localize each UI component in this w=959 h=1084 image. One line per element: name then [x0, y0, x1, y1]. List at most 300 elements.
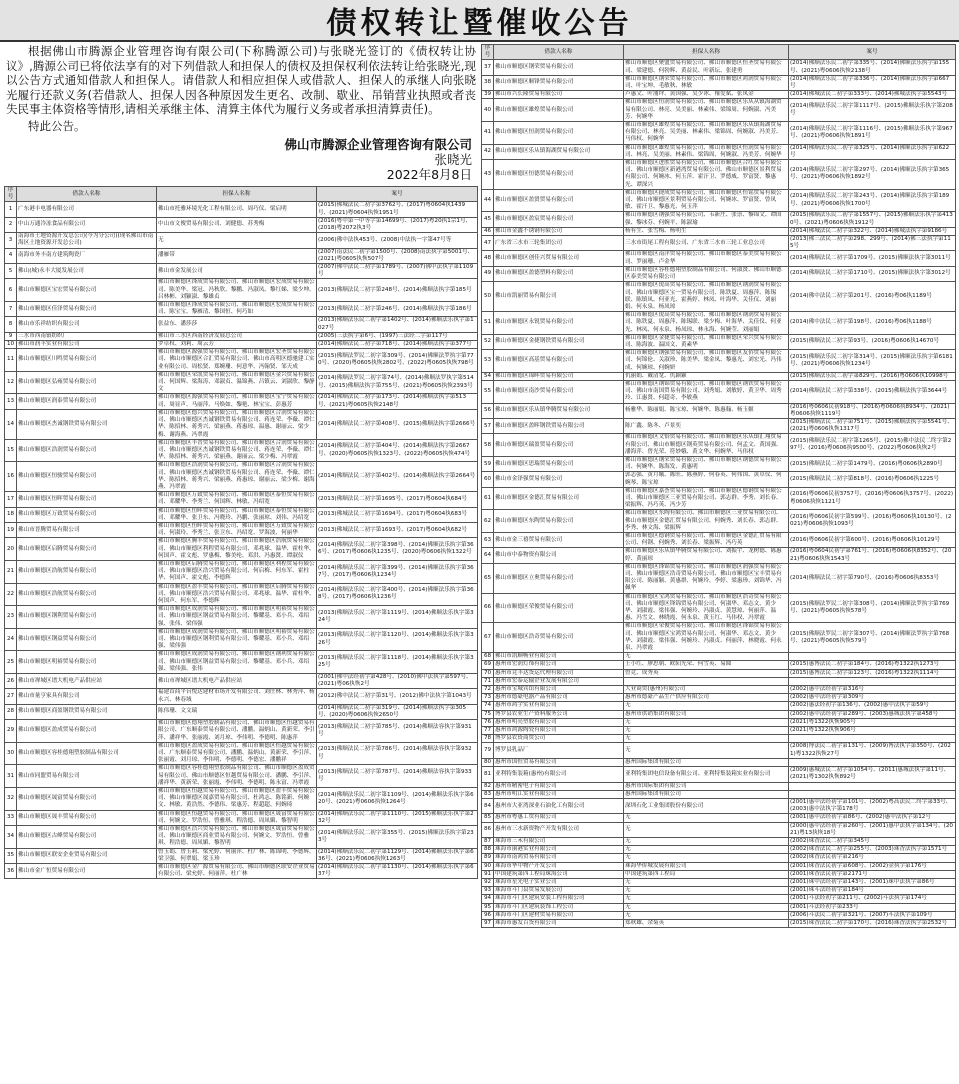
case-number: (2021)粤1322执恢905号 [789, 718, 956, 726]
case-number: (2015)佛顺法罗民二初字第307号、(2014)佛顺法罗执字第768号、(2021)粤0605执恢579号 [789, 623, 956, 653]
borrower-name: 惠州市大亚湾深业石油化工有限公司 [494, 798, 624, 813]
table-row [482, 887, 956, 895]
table-row [482, 653, 956, 661]
row-number: 47 [482, 236, 494, 251]
borrower-name: 博罗县农资商贸公司 [494, 735, 624, 743]
borrower-name: 佛山市金泽强贸易有限公司 [494, 472, 624, 487]
row-number: 5 [5, 264, 17, 279]
right-column [481, 44, 956, 1080]
borrower-name: 佛山市顺德区万致贸易有限公司 [17, 507, 157, 522]
row-number: 26 [5, 674, 17, 689]
case-number: (2014)佛顺法乐民二初字第297号、(2014)佛顺法乐执字第365号、(2021)粤0606执恢1892号 [789, 160, 956, 190]
table-row [482, 677, 956, 685]
table-row [482, 822, 956, 837]
case-number [789, 677, 956, 685]
case-number: (2008)博法民二初字第131号、(2009)博法执字第350号、(2021)粤1322执恢27号 [789, 743, 956, 758]
guarantor-names: 佛山市金发展公司 [157, 264, 317, 279]
row-number: 69 [482, 661, 494, 669]
guarantor-names: 无 [624, 653, 789, 661]
borrower-name: 佛山市量亨家具有限公司 [17, 689, 157, 704]
borrower-name: 佛山市顺德区弘雍贸易有限公司 [17, 371, 157, 394]
table-row [482, 122, 956, 145]
borrower-name: 珠海市斗门县贸易发展公司 [494, 887, 624, 895]
borrower-name: 广东省三水市三轮集团公司 [494, 236, 624, 251]
case-number: (2009)惠城法民二初字第1054号、(2011)惠城法执字第11号、(2021)粤1302执恢892号 [789, 767, 956, 782]
case-number: (2016)粤0606民初3757号、(2016)粤0606执3757号、(2022)粤0606执恢1121号 [789, 487, 956, 510]
case-number: (2014)佛顺法民二初字第408号、(2015)佛顺法执字第2666号 [317, 409, 478, 439]
guarantor-names: 杨有生、张雪梅、杨明生 [624, 227, 789, 235]
guarantor-names: 郑秋雄、余菊英 [624, 919, 789, 927]
table-row [482, 686, 956, 694]
case-number: (2015)佛顺法乐民二初字第314号、(2015)佛顺法乐执字第6181号、(2021)粤0606执恢1234号 [789, 350, 956, 373]
case-number: (2014)佛顺法民二初字第1710号、(2015)佛顺法执字第3012号 [789, 266, 956, 281]
case-number: (2014)佛顺法乐民二初字第1110号、(2015)佛顺法乐执字第232号 [317, 810, 478, 825]
borrower-name: 中国建筑第四工程局珠海公司 [494, 870, 624, 878]
guarantor-names: 佛山市顺德区进胜贸易有限公司、佛山市顺德区合红贸易有限公司、佛山市顺德区新港湾贸易有限公司、佛山市顺德区景利贸易有限公司、何婉冰、何玉萍、霍汗卫、罗德威、罗富贤、黎惠光、谭深兴 [624, 160, 789, 190]
row-number: 45 [482, 212, 494, 227]
borrower-name: 佛山市顺德区金德汇贸易有限公司 [494, 487, 624, 510]
guarantor-names: 仇丽娟、戴清宽、仇颖颖 [624, 372, 789, 380]
case-number: (2002)珠香法民二初字第255号、(2003)珠香法执字第1571号 [789, 846, 956, 854]
case-number: (2016)粤0606民初字第599号、(2016)粤0606执10130号、(2021)粤0606执恢1093号 [789, 510, 956, 533]
case-number: (2000)惠中法经初字第260号、(2001)惠中法执字第134号、(2021)粤13执恢18号 [789, 822, 956, 837]
row-number: 9 [5, 332, 17, 340]
row-number: 90 [482, 862, 494, 870]
row-number: 67 [482, 623, 494, 653]
header-no: 序号 [5, 187, 17, 202]
guarantor-names: 佛山市顺德区成润贸易有限公司、佛山市顺德区钢利贸易有限公司、佛山市顺德区钢益贸易有限公司、黎耀基、邓小兵、邓绍强、梁伟强、张伟 [158, 651, 315, 672]
guarantor-names: 珠海华侨城发展有限公司 [624, 862, 789, 870]
borrower-name: 佛山市顺德区立奥贸易有限公司 [494, 563, 624, 593]
case-number: (2014)佛顺法乐民二初字第355号、(2015)佛顺法乐执字第233号 [317, 826, 478, 849]
guarantor-names: 惠州市供销集团有限公司 [624, 710, 789, 718]
table-row [5, 409, 478, 439]
row-number: 15 [5, 439, 17, 462]
table-row [482, 743, 956, 758]
guarantor-names: 佛山市顺德区源强贸易有限公司、佛山市顺德区宝宁贸易有限公司、周显声、马丽萍、马焕如、黎艳、林宝宝、彭惠芳 [158, 394, 315, 408]
borrower-name: 佛山市顺德区盈晖钢铁贸易有限公司 [494, 418, 624, 433]
case-number: (2015)佛顺法罗民二初字第309号、(2014)佛顺法罗执字第770号、(2020)粤0605执恢2802号、(2022)粤0605执恢798号 [317, 349, 478, 372]
row-number: 74 [482, 702, 494, 710]
table-row [482, 718, 956, 726]
row-number: 38 [482, 75, 494, 90]
case-number: (2001)珠香法民初字第608号、(2002)金执字第176号 [789, 862, 956, 870]
borrower-name: 佛山市顺德区永锐贸易有限公司 [494, 312, 624, 335]
table-row [482, 236, 956, 251]
row-number: 39 [482, 91, 494, 99]
table-row [5, 606, 478, 629]
borrower-name: 惠州市精密电子有限公司 [494, 782, 624, 790]
borrower-name: 佛山市顺德区南沙贸易有限公司 [494, 380, 624, 403]
row-number: 57 [482, 418, 494, 433]
case-number: (2014)佛顺法民二初字第402号、(2014)佛顺法执字第2664号 [317, 462, 478, 492]
borrower-name: 博罗县农业生产资料服务公司 [494, 710, 624, 718]
header-case: 案号 [789, 45, 956, 60]
table-row [5, 538, 478, 561]
case-number: (2014)佛顺法罗民二初字第74号、(2014)佛顺法罗执字第514号、(2015)佛顺法执字第755号、(2021)粤0605执恢2393号 [317, 371, 478, 394]
guarantor-names: 佛山市顺德区钢锦贸易有限公司、佛山市顺德区钢铁贸易有限公司、佛山市南国贸易有限公司、刘秀娟、刘敏婷、黄卫华、周秀玲、江惠贤、何超奇、李敏燕 [624, 380, 789, 403]
table-row [482, 334, 956, 349]
table-row [482, 312, 956, 335]
signature-person: 张晓光 [434, 152, 472, 167]
row-number: 97 [482, 919, 494, 927]
case-number: (2014)佛顺法民二初字第319号、(2014)佛顺法执字第305号、(2020)粤0606执恢2650号 [317, 704, 478, 719]
case-number: (2014)佛顺法乐民二初字第1117号、(2015)佛顺法乐执字第208号 [789, 99, 956, 122]
case-number: (2014)佛顺法乐民二初字第335号、(2014)佛顺法乐执字第155号、(2021)粤0606执恢2138号 [789, 60, 956, 75]
row-number: 20 [5, 538, 17, 561]
row-number: 29 [5, 720, 17, 743]
table-row [5, 317, 478, 332]
header-borrower: 借款人名称 [494, 45, 624, 60]
borrower-name: 惠州市德豪电器产品有限公司 [494, 694, 624, 702]
case-number: (2014)佛城法民二初字第322号、(2014)佛城法执字第9186号 [789, 227, 956, 235]
table-row [482, 91, 956, 99]
case-number: (2002)惠中法经初字第309号 [789, 694, 956, 702]
row-number: 83 [482, 790, 494, 798]
guarantor-names: 佛山市顺德区德翔塑胶制品有限公司、佛山市顺德区恒越贸易有限公司、广东顺泰贸易有限公司、潘鹏、温炳山、黄新荣、李引萍、潘祥华、张丽霞、刘月琼、李伟明、李德明、陈惠萍 [158, 720, 315, 741]
row-number: 73 [482, 694, 494, 702]
row-number: 43 [482, 160, 494, 190]
table-row [482, 350, 956, 373]
borrower-name: 珠海市华中物产开发公司 [494, 862, 624, 870]
guarantor-names: 佛山市顺德区聚盟贸易有限公司、佛山市顺德区恒圣贸易有限公司、梁建德、何勃辉、黄益民、叶新坛、张建勇 [624, 60, 789, 75]
borrower-name: 佛山市顺德区明裕贸易有限公司 [17, 651, 157, 674]
row-number: 24 [5, 628, 17, 651]
borrower-name: 佛山市顺德区锦晖贸易有限公司 [494, 372, 624, 380]
case-number [789, 790, 956, 798]
borrower-name: 佛山市禅城区谱大机电产品供应站 [17, 674, 157, 689]
left-table [4, 186, 478, 879]
row-number: 76 [482, 718, 494, 726]
guarantor-names: 三水市街尾工程有限公司、广东省三水市三轮工业总公司 [624, 236, 789, 251]
row-number: 62 [482, 510, 494, 533]
table-row [5, 689, 478, 704]
borrower-name: 惠州市明亮塑胶有限公司 [494, 718, 624, 726]
table-row [482, 623, 956, 653]
case-number: (2015)惠博法民二初字第123号、(2016)粤1322执1114号 [789, 669, 956, 677]
row-number: 37 [482, 60, 494, 75]
row-number: 4 [5, 248, 17, 263]
case-number: (2015)佛顺法民二初字第1479号、(2016)粤0606执2890号 [789, 456, 956, 471]
borrower-name: 佛山市顺德区容桂德翔塑胶制品有限公司 [17, 742, 157, 765]
case-number: (2014)佛顺法乐民二初字第400号、(2014)佛顺法乐执字第368号、(2017)粤0606执1236号 [317, 583, 478, 606]
table-row [5, 349, 478, 372]
borrower-name: 珠海市斗门区建筑装饰工程公司 [494, 903, 624, 911]
table-row [5, 264, 478, 279]
signature-company: 佛山市腾源企业管理咨询有限公司 [284, 137, 472, 152]
case-number: (2014)佛中法民二初字第198号、(2016)粤06执1188号 [789, 312, 956, 335]
case-number: (2015)佛顺法乐民二初字第829号、(2016)粤0606执10998号 [789, 372, 956, 380]
borrower-name: 惠州市国恒贸易有限公司 [494, 758, 624, 766]
case-number: (2014)佛顺法民二初字第1709号、(2015)佛顺法执字第3011号 [789, 251, 956, 266]
header-no: 序号 [482, 45, 494, 60]
table-row [5, 394, 478, 409]
borrower-name: 南海市务丰南方建筑陶瓷厂 [17, 248, 157, 263]
borrower-name: 广东港丰电器有限公司 [17, 202, 157, 217]
row-number: 80 [482, 758, 494, 766]
table-row [5, 507, 478, 522]
notice-paragraph: 根据佛山市腾源企业管理咨询有限公司(下称腾源公司)与张晓光签订的《债权转让协议》,腾源公司已将依法享有的对下列借款人和担保人的债权及担保权利依法转让给张晓光,现以公告方式通知借款人和担保人。请借款人和相应担保人或借款人、担保人的承继人向张晓光履行还款义务(若借款人、担保人因各种原因发生更名、改制、歇业、吊销营业执照或者丧失民事主体资格等情形,请相关承继主体、清算主体代为履行义务或者承担清算责任)。 [6, 44, 476, 116]
table-row [5, 217, 478, 232]
table-row [482, 533, 956, 548]
row-number: 49 [482, 266, 494, 281]
row-number: 60 [482, 472, 494, 487]
borrower-name: 佛山市顺德区恒润贸易有限公司 [494, 122, 624, 145]
row-number: 66 [482, 593, 494, 623]
row-number: 54 [482, 372, 494, 380]
borrower-name: 佛山市顺德区川鸣贸易有限公司 [17, 349, 157, 372]
table-row [482, 846, 956, 854]
guarantor-names: 佛山市顺德区恒越贸易有限公司、佛山市顺德区盈丰贸易有限公司、佛山市顺德区晟嘉贸易有限公司、杜鸿志、陈铭新、何婉文、林敏、黄浩然、李德伟、梁惠芳、程超超、何婉琦 [158, 788, 315, 809]
guarantor-names: 佛山市顺德区东陶有限公司、佛山市顺德区三亚贸易有限公司、佛山市顺德区金德汇贸易有限公司、何婉秀、刘长春、郭志群、李秀、林文海、梁振辉 [624, 510, 789, 533]
case-number: (2015)佛顺法民二初字第93号、(2016)粤0606执14670号 [789, 334, 956, 349]
row-number: 7 [5, 302, 17, 317]
guarantor-names: 佛山市顺德区锋锦贸易有限公司、佛山市顺德区润强贸易有限公司、佛山市顺德区浩奇贸易有限公司、佛山市顺德区宝丰贸易有限公司、陈丽颖、黄惠群、何婉玲、李婷、梁惠珍、刘锦华、冯佩华 [624, 563, 789, 593]
borrower-name: 惠州市宏润灯饰有限公司 [494, 661, 624, 669]
guarantor-names: 惠州市德豪产品生产供应有限公司 [624, 694, 789, 702]
row-number: 33 [5, 810, 17, 825]
guarantor-names: 深圳石化工业集团股份有限公司 [624, 798, 789, 813]
table-row [482, 694, 956, 702]
row-number: 18 [5, 507, 17, 522]
guarantor-names: 无 [624, 878, 789, 886]
guarantor-names: 佛山市禅城区谱大机电产品供应站 [157, 674, 317, 689]
guarantor-names: 无 [624, 911, 789, 919]
table-row [5, 864, 478, 879]
borrower-name: 佛山市顺德区瑞盈贸易有限公司 [494, 434, 624, 457]
borrower-name: 佛山市乐祥纺织有限公司 [17, 317, 157, 332]
case-number: (2016)粤0606民初字第600号、(2016)粤0606执10129号 [789, 533, 956, 548]
borrower-name: 佛山市凯顺畅业有限公司 [494, 653, 624, 661]
case-number: (2021)粤1322执恢906号 [789, 727, 956, 735]
guarantor-names [624, 677, 789, 685]
row-number: 16 [5, 462, 17, 492]
table-row [5, 826, 478, 849]
guarantor-names: 无 [624, 718, 789, 726]
guarantor-names: 佛山市顺德区源强贸易有限公司、佛山市顺德区宏圣贸易有限公司、佛山市顺德区合汇贸易有限公司、佛山市高明区德驰建工实业有限公司、周松贤、郑婉珊、何意华、冯翰贤、邹天成 [158, 349, 315, 370]
table-row [5, 371, 478, 394]
table-row [482, 862, 956, 870]
table-row [482, 472, 956, 487]
guarantor-names: 无 [624, 702, 789, 710]
case-number: (2014)佛顺法民二初字第718号、(2014)佛顺法执字第377号 [317, 341, 478, 349]
table-row [482, 227, 956, 235]
guarantor-names: 佛山市顺德区锐高贸易有限公司、佛山市顺德区钢润贸易有限公司、佛山市顺德区宝一贸易有限公司、陈铁夏、周惠萍、陈锡联、陈镇凤、何亚光、霍燕婷、林凤、叶海华、关佳仪、刘丽娟、何永泉、杨凤琼 [624, 282, 789, 312]
table-row [482, 60, 956, 75]
table-row [5, 583, 478, 606]
guarantor-names: 佛山市顺德区浩兴贸易有限公司、佛山市顺德区晟富贸易有限公司、佛山市顺德区商业贸易有限公司、何婉文、罗浩恒、曾雅琪、程浩德、周凤媚、黎智明 [158, 826, 315, 847]
row-number: 68 [482, 653, 494, 661]
table-row [482, 790, 956, 798]
guarantor-names: 佛山市顺德区宝鸿贸易有限公司、佛山市顺德区浩奇贸易有限公司、佛山市顺德区锋锦贸易有限公司、何淑华、邓志文、黄少华、刘淑霞、梁伟强、何婉玲、冯淑贞、黄慧琼、何丽萍、温惠、冯雪文、林晓霞、何永泉、黄玉红、马伟权、冯翠霞 [624, 593, 789, 623]
guarantor-names: 佛山市顺德区锐高贸易有限公司、佛山市顺德区钢润贸易有限公司、陈铁夏、周惠萍、陈锡联、梁少梅、叶海华、关佳仪、何亚光、林凤、何永泉、杨凤琼、林永海、何婉莹、刘丽娟 [624, 312, 789, 335]
case-number: (2014)佛顺法民二初字第790号、(2016)粤0606执8353号 [789, 563, 956, 593]
borrower-name: 惠州市鸿源陶瓷有限公司 [494, 727, 624, 735]
guarantor-names: 佛山市顺德区钢荣贸易有限公司、佛山市顺德区钢德贸易有限公司、何婉华、陈海发、黄惠明 [624, 456, 789, 471]
row-number: 96 [482, 911, 494, 919]
borrower-name: 佛山市顺德区古峰贸易有限公司 [17, 826, 157, 849]
borrower-name: 惠州市三水新资物产开发有限公司 [494, 822, 624, 837]
case-number: (2007)南法民二初字第1500号、(2008)南法执字第5001号、(2021)粤0605执恢507号 [317, 248, 478, 263]
case-number: (2001)珠中法经初字第143号、(2001)珠中法执字第86号 [789, 878, 956, 886]
case-number: (2001)珠香法民初字第2171号 [789, 870, 956, 878]
table-row [5, 742, 478, 765]
borrower-name: 佛山市顺德区乐从镇华腾贸易有限公司 [494, 403, 624, 418]
borrower-name: 佛山市凯丽贸易有限公司 [494, 282, 624, 312]
borrower-name: 佛山市同盟贸易有限公司 [17, 765, 157, 788]
guarantor-names: 惠州市国际集团有限公司 [624, 782, 789, 790]
guarantor-names: 佛山市顺德区恒晖贸易有限公司、佛山市顺德区万致贸易有限公司、何淑玲、李秀兰、张卫东、冯绍宽、罗海波、何丽华 [158, 522, 315, 537]
guarantor-names: 陈伟珊、文文瑞 [157, 704, 317, 719]
guarantor-names: 佛山市顺德区浩润贸易有限公司、佛山市顺德区合润贸易有限公司、佛山市顺德区杰诚钢铁贸易有限公司、蒋连荣、李薇、谭仁华、陈招林、蒋秀兴、梁丽燕、蒋惠琼、谢丽云、梁少梅、谢海燕、冯翠霞 [158, 462, 315, 490]
borrower-name: 佛山市金三禧贸易有限公司 [494, 533, 624, 548]
borrower-name: 佛山市顺德区荣俊贸易有限公司 [494, 593, 624, 623]
row-number: 71 [482, 677, 494, 685]
guarantor-names: 佛山市托雅环境光化工程有限公司、周巧仪、梁启明 [157, 202, 317, 217]
borrower-name: 博罗县乳品厂 [494, 743, 624, 758]
row-number: 34 [5, 826, 17, 849]
guarantor-names: 无 [157, 233, 317, 248]
guarantor-names: 佛山市顺德区容桂德翔塑胶制品有限公司、何淑贤、佛山市顺德区泰美贸易有限公司 [624, 266, 789, 281]
borrower-name: 佛山市顺德区恒晖贸易有限公司 [17, 492, 157, 507]
case-number: (2015)珠香法民二初字第170号、(2016)珠香法执字第2532号 [789, 919, 956, 927]
borrower-name: 珠海市三禾有限公司 [494, 837, 624, 845]
row-number: 81 [482, 767, 494, 782]
case-number: (2015)佛城法民二初字第3762号、(2017)粤0604执1439号、(2021)粤0604执恢1951号 [317, 202, 478, 217]
case-number [789, 758, 956, 766]
case-number: (2013)佛顺法民二初字第786号、(2014)佛顺法容执字第932号 [317, 742, 478, 765]
row-number: 51 [482, 312, 494, 335]
guarantor-names: 佛山市顺德区成润贸易有限公司、佛山市顺德区明裕贸易有限公司、佛山市顺德区钢利贸易有限公司、黎耀基、邓小兵、邓绍强、梁伟强 [158, 628, 315, 650]
row-number: 93 [482, 887, 494, 895]
borrower-name: 佛山市中泰物资有限公司 [494, 548, 624, 563]
borrower-name: 珠海市丽港实业有限公司 [494, 846, 624, 854]
table-row [5, 248, 478, 263]
guarantor-names: 佛山市顺德区德兴贸易有限公司、佛山市顺德区合润贸易有限公司、佛山市顺德区杰诚钢铁贸易有限公司、蒋连荣、李薇、谭仁华、陈招林、蒋秀兴、梁丽燕、蒋惠琼、温惠、谢丽云、梁少梅、谢海燕、冯翠霞 [158, 409, 315, 438]
table-row [5, 704, 478, 719]
table-row [482, 418, 956, 433]
case-number: (2014)佛顺法民二初字第173号、(2014)佛顺法执字第513号、(2021)粤0605执恢2148号 [317, 394, 478, 409]
row-number: 86 [482, 822, 494, 837]
borrower-name: 佛山市顺德区顺锋贸易有限公司 [494, 75, 624, 90]
borrower-name: 惠州市粤惠工贸有限公司 [494, 814, 624, 822]
borrower-name: 珠海市斗门区建筑安装工程有限公司 [494, 895, 624, 903]
table-row [482, 189, 956, 212]
row-number: 19 [5, 522, 17, 537]
row-number: 89 [482, 854, 494, 862]
guarantor-names: 佛山市顺德区雄煌贸易有限公司、佛山市顺德区乐从镇海湖贸易有限公司、林亮、吴美丽、林素伟、梁锦周、何婉淑、冯美芳、马伟权、何婉华 [624, 122, 789, 145]
guarantor-names: 潘雁带 [157, 248, 317, 263]
row-number: 55 [482, 380, 494, 403]
case-number: (2016)粤0606民初918号、(2016)粤0606执8934号、(2021)粤0606执恢1119号 [789, 403, 956, 418]
guarantor-names: 无 [624, 735, 789, 743]
row-number: 3 [5, 233, 17, 248]
case-number: (2002)惠法经初字第136号、(2002)惠中法执字第59号 [789, 702, 956, 710]
table-header-row [482, 45, 956, 60]
borrower-name: 佛山市顺德区晟丰贸易有限公司 [17, 810, 157, 825]
row-number: 23 [5, 606, 17, 629]
header-borrower: 借款人名称 [17, 187, 157, 202]
row-number: 85 [482, 814, 494, 822]
case-number: (2014)佛顺法乐民二初字第336号、(2014)佛顺法乐执字第667号 [789, 75, 956, 90]
case-number: (2015)惠博法民二初字第184号、(2016)粤1322执1273号 [789, 661, 956, 669]
guarantor-names: 佛山市顺德区文怡贸易有限公司、佛山市顺德区乐从镇汇翔贸易有限公司、佛山市顺德区钢英贸易有限公司、何孟文、黄国强、潘海萍、曾光荣、符妙娥、黄文华、何婉华、马伟权 [624, 434, 789, 457]
case-number: (2014)佛顺法乐民二初字第1116号、(2015)佛顺法乐执字第967号、(2021)粤0606执恢1891号 [789, 122, 956, 145]
table-row [5, 651, 478, 674]
case-number: (2013)佛顺法乐民二初字第1118号、(2014)佛顺法乐执字第325号 [317, 651, 478, 674]
case-number: (2014)佛顺法乐民二初字第1109号、(2014)佛顺法乐执字第620号、(2021)粤0606执恢1264号 [317, 788, 478, 811]
borrower-name: 佛山市顺德区润泰贸易有限公司 [17, 394, 157, 409]
table-row [5, 302, 478, 317]
guarantor-names: 佛山市顺德区金捷贸易有限公司、佛山市顺德区荣兴贸易有限公司、陈海波、温国文、黄素华 [624, 334, 789, 349]
guarantor-names: 杨雅华、陈丽娟、陈宝琼、何婉华、陈惠翰、杨玉姬 [624, 403, 789, 418]
table-row [482, 710, 956, 718]
borrower-name: 佛山市顺德区思瑞贸易有限公司 [494, 456, 624, 471]
table-row [5, 439, 478, 462]
row-number: 44 [482, 189, 494, 212]
table-row [482, 144, 956, 159]
row-number: 50 [482, 282, 494, 312]
guarantor-names: 无 [624, 887, 789, 895]
case-number: (2013)佛顺法乐民二初字第1119号、(2014)佛顺法乐执字第324号 [317, 606, 478, 629]
guarantor-names: 佛山市顺德区乐从镇华腾贸易有限公司、刘振宇、龙树德、陈惠婷、黄丽琼 [624, 548, 789, 563]
row-number: 13 [5, 394, 17, 409]
row-number: 35 [5, 848, 17, 863]
row-number: 79 [482, 743, 494, 758]
guarantor-names: 曾玉娟、曾玉莉、梁允婷、何丽萍、杜广林、陈锦明、李德辉、梁卫强、何翠娟、梁玉珍 [158, 848, 315, 862]
table-row [5, 810, 478, 825]
row-number: 11 [5, 349, 17, 372]
case-number: (2005)三法执字第6号、(1997)三法经二字第117号 [317, 332, 478, 340]
table-row [5, 233, 478, 248]
guarantor-names: 佛山市顺德区荣凯贸易有限公司、佛山市顺德区金兴贸易有限公司、何国辉、梁海涛、邓淑贞、温锦燕、吕镇云、刘淑欣、黎静文 [158, 371, 315, 393]
table-row [5, 628, 478, 651]
guarantor-names: 张益东、潘莎莎 [157, 317, 317, 332]
case-number: (2013)佛城法民二初字第1694号、(2017)粤0604执683号 [317, 507, 478, 522]
table-row [482, 487, 956, 510]
guarantor-names: 中山市文俊贸易有限公司、刘健德、苏秀梅 [157, 217, 317, 232]
case-number: (2014)佛顺法乐民二初字第1130号、(2014)佛顺法乐执字第637号 [317, 864, 478, 879]
guarantor-names: 佛山市顺德区腾丰贸易有限公司、佛山市顺德区浩航贸易有限公司、佛山市顺德区利程贸易有限公司、邓兆球、温华、霍柱华、何国声、霍文彪、罗惠梅、黎美纶、邓洪、冯惠贤、谭淑仪 [158, 538, 315, 559]
table-row [482, 854, 956, 862]
table-row [482, 282, 956, 312]
borrower-name: 佛山市顺德区晟富贸易有限公司 [17, 788, 157, 811]
borrower-name: 佛山市金广恒贸易有限公司 [17, 864, 157, 879]
guarantor-names: 陈广鑫、陈冬、卢景奕 [624, 418, 789, 433]
guarantor-names: 罗卓权、刘莉、周云芳 [157, 341, 317, 349]
table-row [482, 380, 956, 403]
guarantor-names: 无 [624, 854, 789, 862]
guarantor-names: 惠州国际集团有限公司 [624, 758, 789, 766]
case-number: (2014)佛顺法乐民二初字第398号、(2014)佛顺法乐执字第366号、(2017)粤0606执1235号、(2020)粤0606执恢1322号 [317, 538, 478, 561]
borrower-name: 佛山市顺德区盈贤贸易有限公司 [494, 189, 624, 212]
left-column [4, 44, 478, 1080]
borrower-name: 佛山市顺德区盈德塑料有限公司 [494, 266, 624, 281]
table-row [482, 160, 956, 190]
table-row [482, 767, 956, 782]
borrower-name: 珠海市南鸿贸易有限公司 [494, 854, 624, 862]
case-number: (2013)佛顺法民二初字第1695号、(2017)粤0604执684号 [317, 492, 478, 507]
case-number: (2015)佛顺法罗民二初字第308号、(2014)佛顺法罗执字第769号、(2021)粤0605执恢578号 [789, 593, 956, 623]
guarantor-names: 王小红、廖思朝、欧阳光荣、何雪英、易圆 [624, 661, 789, 669]
row-number: 64 [482, 548, 494, 563]
case-number: (2015)佛顺法乐民二初字第1265号、(2015)佛中法民二终字第297号、(2016)粤0606执9500号、(2022)粤0606执恢2号 [789, 434, 956, 457]
borrower-name: 佛山市兴长隆贸易有限公司 [494, 91, 624, 99]
row-number: 46 [482, 227, 494, 235]
case-number: (2012)佛中法民二初字第31号、(2012)佛中法执字第1043号 [317, 689, 478, 704]
borrower-name: 佛山市顺德区东陶贸易有限公司 [494, 510, 624, 533]
right-table-body [482, 60, 956, 928]
